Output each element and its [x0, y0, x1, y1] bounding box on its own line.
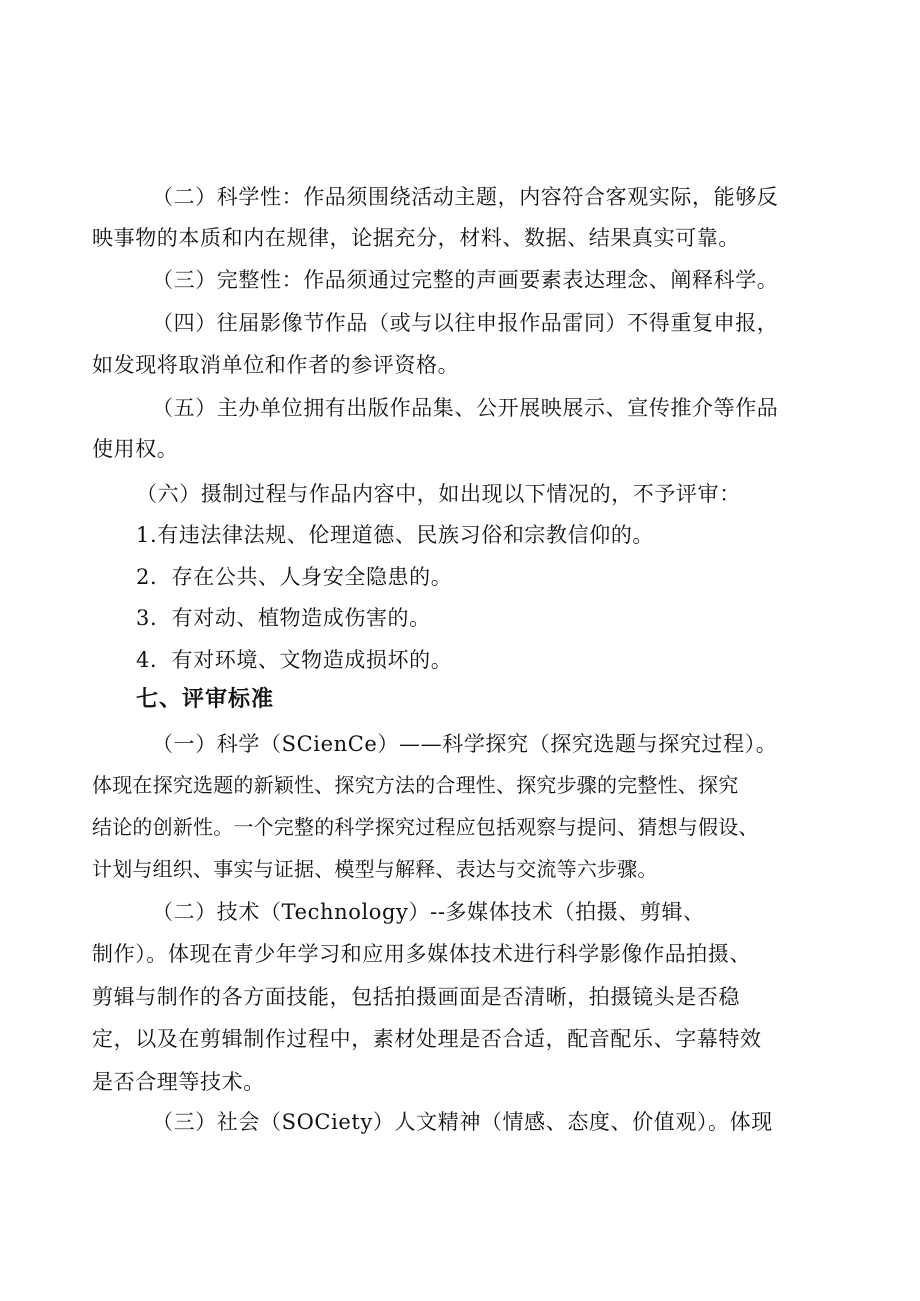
list-item: 1.有违法律法规、伦理道德、民族习俗和宗教信仰的。: [136, 523, 655, 547]
paragraph-line: 制作）。体现在青少年学习和应用多媒体技术进行科学影像作品拍摄、: [92, 942, 752, 966]
paragraph-line: 使用权。: [92, 437, 179, 461]
paragraph-line: （二）技术（Technology）--多媒体技术（拍摄、剪辑、: [152, 900, 705, 924]
paragraph-line: 是否合理等技术。: [92, 1070, 265, 1094]
paragraph-line: （一）科学（SCienCe）——科学探究（探究选题与探究过程）。: [152, 732, 778, 756]
paragraph-line: （三）完整性：作品须通过完整的声画要素表达理念、阐释科学。: [152, 268, 779, 292]
paragraph-line: （四）往届影像节作品（或与以往申报作品雷同）不得重复申报，: [152, 311, 779, 335]
list-item: 3．有对动、植物造成伤害的。: [136, 606, 431, 630]
paragraph-line: 结论的创新性。一个完整的科学探究过程应包括观察与提问、猜想与假设、: [92, 815, 759, 839]
paragraph-line: 映事物的本质和内在规律，论据充分，材料、数据、结果真实可靠。: [92, 226, 740, 250]
paragraph-line: （三）社会（SOCiety）人文精神（情感、态度、价值观）。体现: [152, 1110, 773, 1134]
paragraph-line: 体现在探究选题的新颖性、探究方法的合理性、探究步骤的完整性、探究: [92, 773, 739, 797]
paragraph-line: （二）科学性：作品须围绕活动主题，内容符合客观实际，能够反: [152, 185, 779, 209]
paragraph-line: （五）主办单位拥有出版作品集、公开展映展示、宣传推介等作品: [152, 396, 779, 420]
paragraph-line: 定，以及在剪辑制作过程中，素材处理是否合适，配音配乐、字幕特效: [92, 1027, 762, 1051]
list-item: 2．存在公共、人身安全隐患的。: [136, 565, 453, 589]
paragraph-line: 剪辑与制作的各方面技能，包括拍摄画面是否清晰，拍摄镜头是否稳: [92, 985, 740, 1009]
list-item: 4．有对环境、文物造成损坏的。: [136, 648, 453, 672]
section-heading: 七、评审标准: [136, 687, 275, 712]
paragraph-line: （六）摄制过程与作品内容中，如出现以下情况的，不予评审：: [136, 482, 741, 506]
paragraph-line: 如发现将取消单位和作者的参评资格。: [92, 353, 460, 377]
paragraph-line: 计划与组织、事实与证据、模型与解释、表达与交流等六步骤。: [92, 857, 658, 881]
